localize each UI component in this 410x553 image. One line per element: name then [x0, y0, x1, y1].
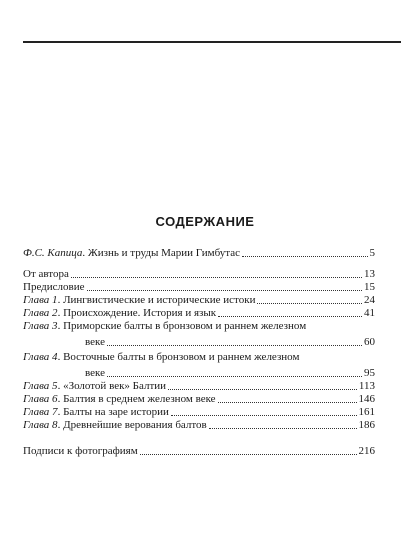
toc-entry[interactable] [23, 419, 375, 432]
entry-title: . Происхождение. История и язык [57, 307, 217, 319]
entry-label: Глава 6 [23, 393, 58, 405]
entry-label: Глава 2 [23, 307, 58, 319]
leader-dots [107, 345, 362, 346]
toc-entry[interactable] [23, 351, 375, 364]
toc-entry[interactable] [23, 393, 375, 406]
entry-title: . Жизнь и труды Марии Гимбутас [82, 247, 240, 259]
entry-label: Глава 7 [23, 406, 58, 418]
leader-dots [168, 389, 357, 390]
entry-page: 15 [364, 281, 375, 293]
entry-title: . Балты на заре истории [57, 406, 169, 418]
top-rule [23, 41, 401, 43]
toc-entry[interactable] [23, 380, 375, 393]
toc-entry[interactable] [23, 294, 375, 307]
entry-page: 60 [364, 336, 375, 348]
leader-dots [171, 415, 357, 416]
entry-label: Ф.С. Капица [23, 247, 83, 259]
entry-page: 95 [364, 367, 375, 379]
leader-dots [140, 454, 357, 455]
entry-title: Предисловие [23, 281, 85, 293]
entry-label: Глава 3 [23, 320, 58, 332]
entry-title: веке [85, 367, 105, 379]
toc-entry[interactable] [23, 247, 375, 260]
entry-page: 13 [364, 268, 375, 280]
entry-label: Глава 8 [23, 419, 58, 431]
leader-dots [257, 303, 362, 304]
entry-title: . Приморские балты в бронзовом и раннем железном [57, 320, 307, 332]
entry-title: . «Золотой век» Балтии [57, 380, 167, 392]
entry-page: 5 [369, 247, 375, 259]
leader-dots [71, 277, 362, 278]
entry-title: . Лингвистические и исторические истоки [57, 294, 256, 306]
entry-title: . Древнейшие верования балтов [57, 419, 207, 431]
entry-page: 41 [364, 307, 375, 319]
entry-page: 161 [358, 406, 375, 418]
toc-entry[interactable] [23, 320, 375, 333]
leader-dots [107, 376, 362, 377]
entry-page: 24 [364, 294, 375, 306]
toc-entry[interactable] [23, 307, 375, 320]
leader-dots [209, 428, 357, 429]
entry-title: От автора [23, 268, 69, 280]
toc-heading: СОДЕРЖАНИЕ [155, 214, 255, 229]
toc-entry-continuation[interactable] [85, 336, 375, 349]
leader-dots [242, 256, 368, 257]
toc-entry-continuation[interactable] [85, 367, 375, 380]
entry-label: Глава 1 [23, 294, 58, 306]
entry-title: . Балтия в среднем железном веке [57, 393, 216, 405]
entry-page: 113 [358, 380, 375, 392]
leader-dots [218, 316, 362, 317]
toc-entry[interactable] [23, 445, 375, 458]
toc-entry[interactable] [23, 406, 375, 419]
entry-label: Глава 5 [23, 380, 58, 392]
entry-title: веке [85, 336, 105, 348]
entry-page: 146 [358, 393, 375, 405]
toc-entry[interactable] [23, 268, 375, 281]
entry-title: . Восточные балты в бронзовом и раннем железном [57, 351, 300, 363]
entry-page: 186 [358, 419, 375, 431]
toc-entry[interactable] [23, 281, 375, 294]
entry-title: Подписи к фотографиям [23, 445, 138, 457]
leader-dots [87, 290, 363, 291]
leader-dots [218, 402, 357, 403]
entry-page: 216 [358, 445, 375, 457]
entry-label: Глава 4 [23, 351, 58, 363]
